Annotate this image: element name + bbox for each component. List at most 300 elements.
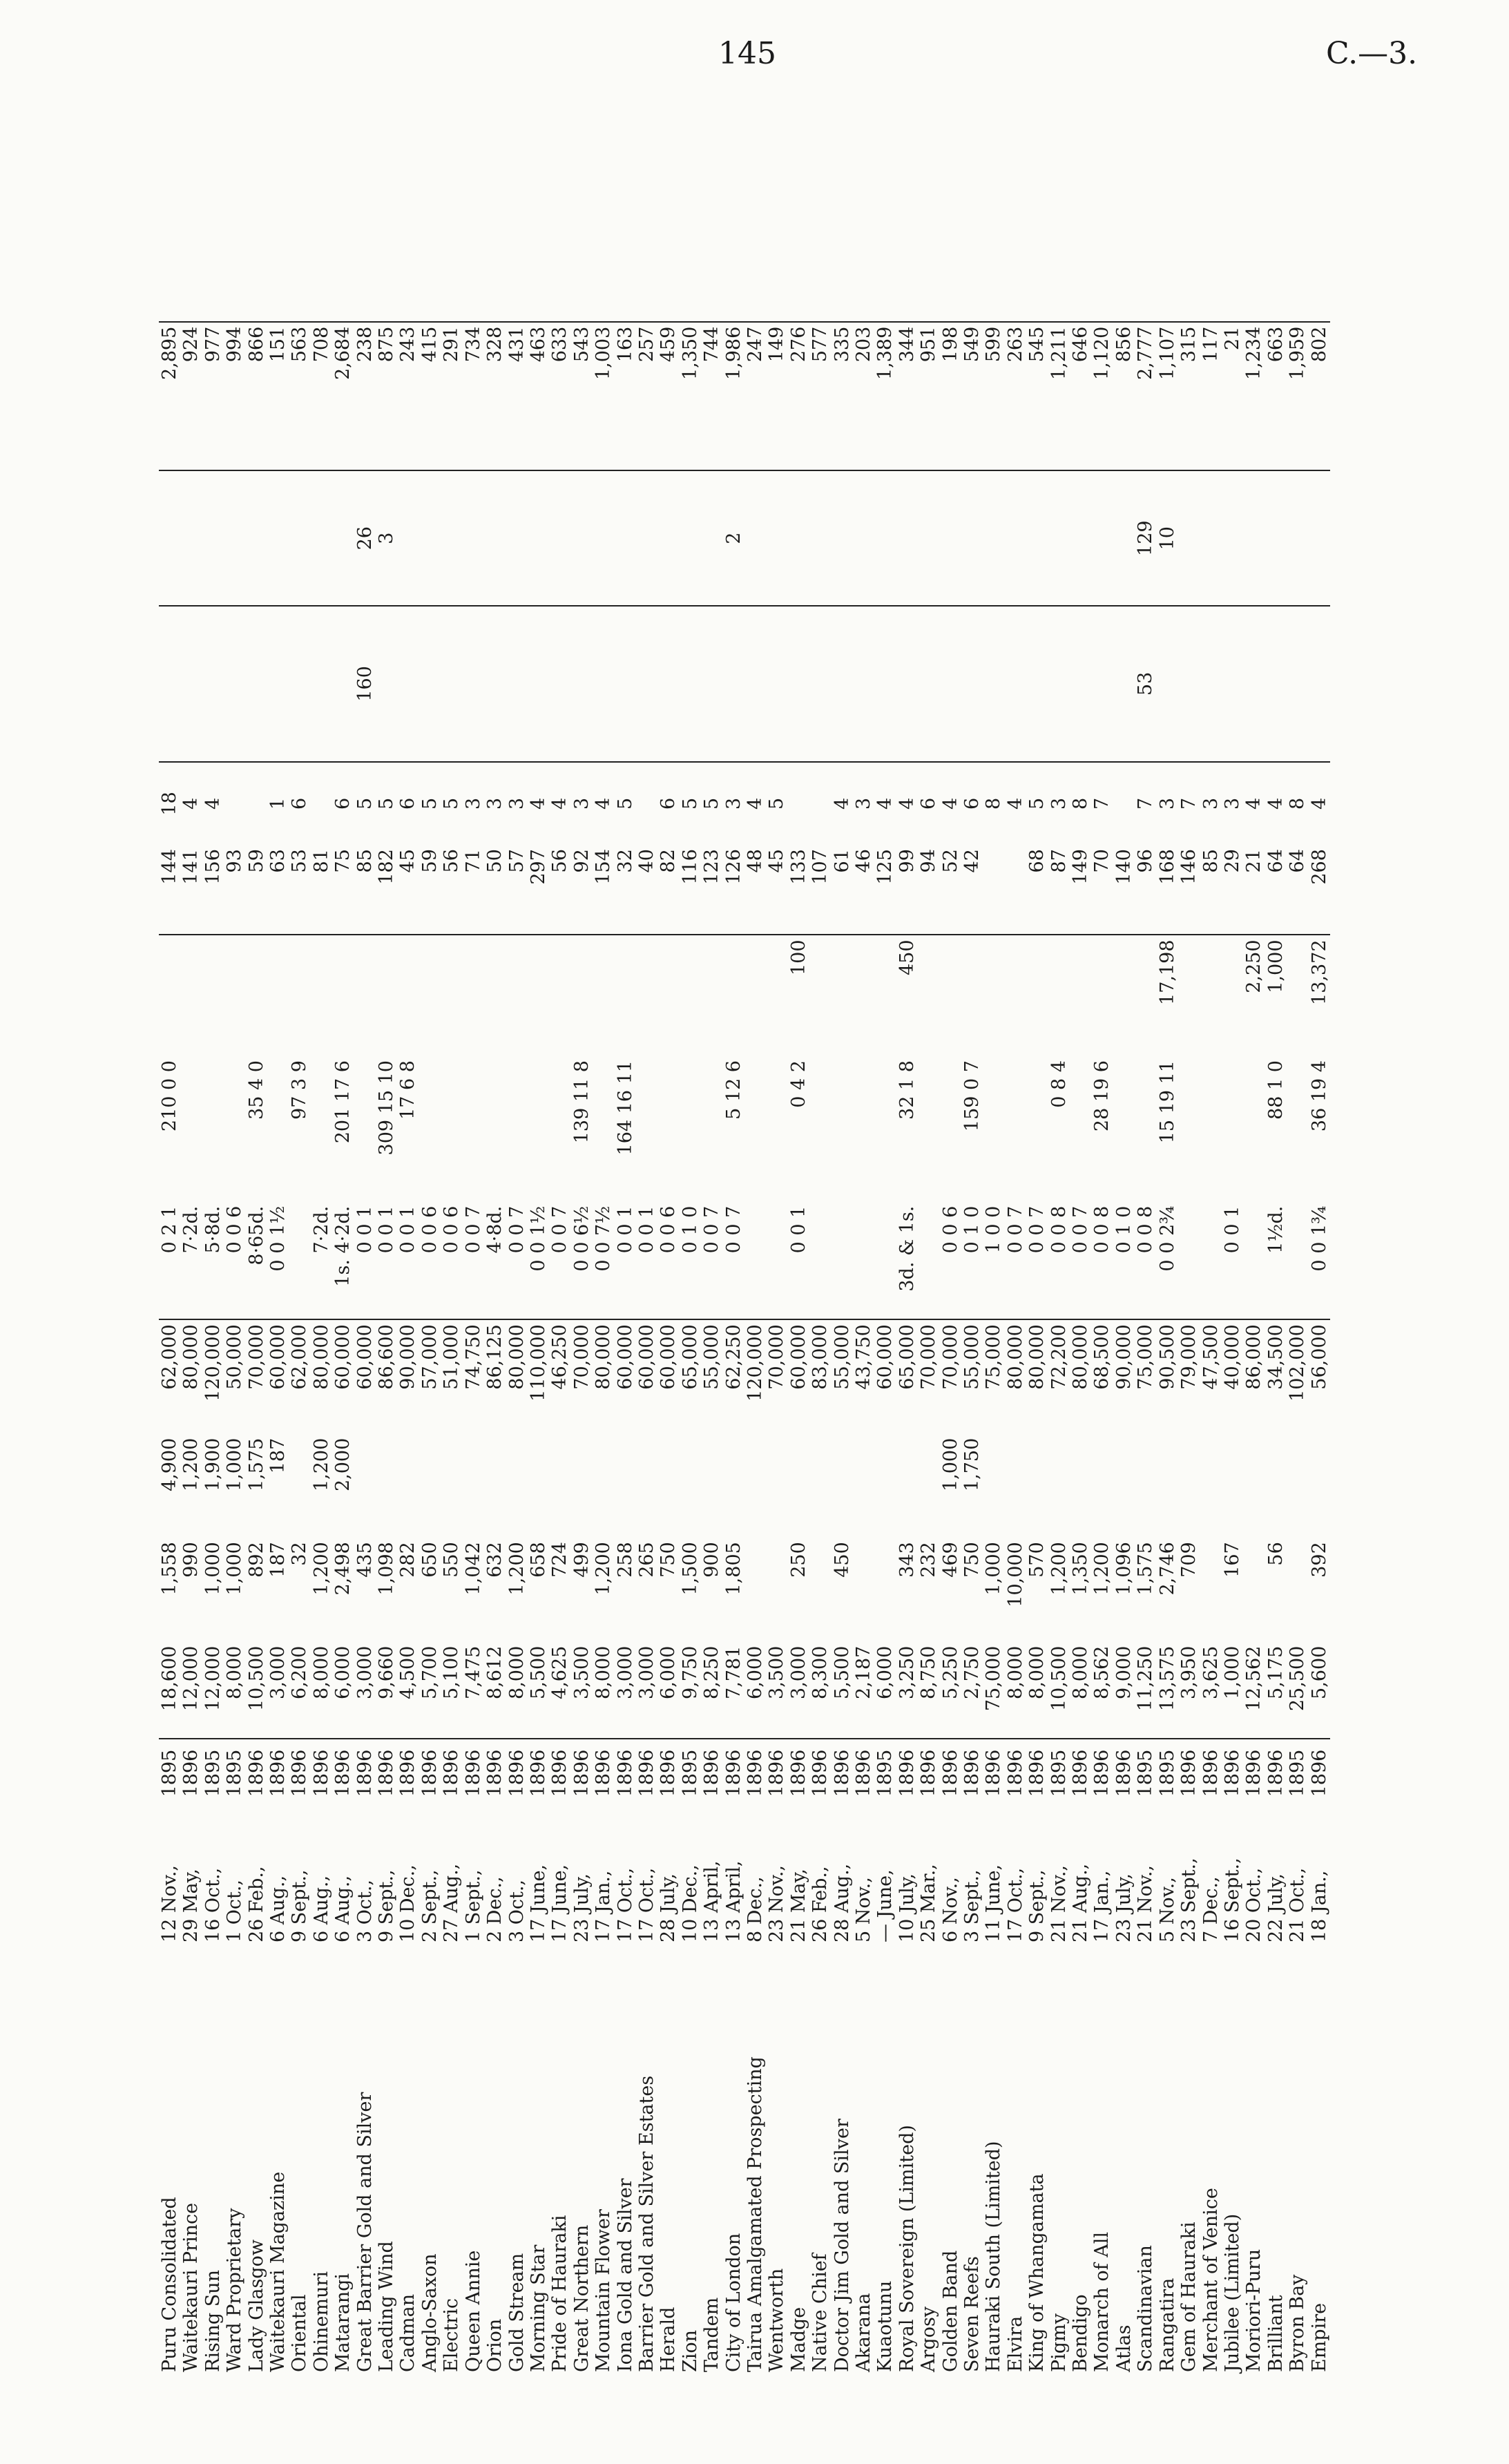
cell-col-1: 10 July, bbox=[896, 1873, 918, 1943]
cell-col-11: 3 bbox=[853, 762, 874, 845]
cell-col-1: 13 April, bbox=[722, 1860, 744, 1943]
cell-col-8: 32 1 8 bbox=[896, 1060, 918, 1120]
cell-col-10: 107 bbox=[809, 849, 832, 885]
cell-col-10: 21 bbox=[1243, 849, 1265, 873]
page-number: 145 bbox=[718, 36, 776, 71]
cell-col-7: 0 0 1 bbox=[354, 1205, 376, 1254]
cell-col-14: 2,684 bbox=[332, 322, 354, 471]
cell-col-12 bbox=[723, 606, 744, 762]
cell-col-11: 5 bbox=[680, 762, 701, 845]
cell-col-1: 11 June, bbox=[983, 1864, 1005, 1943]
cell-col-9 bbox=[571, 935, 593, 1056]
cell-col-14: 257 bbox=[636, 322, 657, 471]
cell-col-13 bbox=[441, 470, 462, 606]
cell-col-11: 6 bbox=[289, 762, 310, 845]
cell-col-6: 60,000 bbox=[874, 1319, 896, 1434]
cell-col-6: 70,000 bbox=[571, 1319, 593, 1434]
cell-col-4: 1,200 bbox=[1048, 1542, 1070, 1596]
cell-col-15 bbox=[1113, 193, 1135, 322]
cell-col-14: 1,986 bbox=[723, 322, 744, 471]
cell-col-5 bbox=[657, 1434, 679, 1538]
cell-col-9 bbox=[593, 935, 614, 1056]
cell-col-4: 632 bbox=[484, 1542, 506, 1578]
table-row bbox=[441, 193, 462, 2376]
cell-col-14: 2,895 bbox=[159, 322, 180, 471]
cell-col-15 bbox=[571, 193, 593, 322]
cell-col-5 bbox=[636, 1434, 657, 1538]
cell-col-3: 8,612 bbox=[484, 1645, 506, 1699]
cell-col-10: 96 bbox=[1135, 849, 1157, 873]
table-row bbox=[961, 193, 983, 2376]
cell-col-14: 866 bbox=[246, 322, 267, 471]
cell-col-14: 744 bbox=[701, 322, 722, 471]
cell-col-5 bbox=[744, 1434, 766, 1538]
cell-col-2: 1896 bbox=[766, 1739, 787, 1801]
cell-col-10: 146 bbox=[1178, 849, 1200, 885]
cell-col-10: 45 bbox=[397, 849, 419, 873]
mining-companies-table bbox=[159, 193, 1374, 2376]
cell-col-3: 6,000 bbox=[332, 1645, 354, 1699]
cell-col-8 bbox=[1243, 1056, 1265, 1202]
cell-col-14: 335 bbox=[832, 322, 853, 471]
cell-col-14: 415 bbox=[419, 322, 441, 471]
cell-col-5 bbox=[593, 1434, 614, 1538]
cell-col-3: 3,000 bbox=[354, 1645, 376, 1699]
cell-col-13 bbox=[224, 470, 245, 606]
cell-col-14: 802 bbox=[1309, 322, 1330, 471]
cell-col-13 bbox=[940, 470, 961, 606]
cell-col-5 bbox=[571, 1434, 593, 1538]
cell-col-2: 1896 bbox=[961, 1739, 983, 1801]
cell-col-12 bbox=[376, 606, 397, 762]
cell-col-14: 276 bbox=[788, 322, 809, 471]
cell-col-8: 97 3 9 bbox=[289, 1060, 311, 1120]
cell-col-7 bbox=[832, 1202, 853, 1320]
cell-col-14: 291 bbox=[441, 322, 462, 471]
cell-col-2: 1896 bbox=[180, 1739, 202, 1801]
cell-col-15 bbox=[918, 193, 939, 322]
cell-col-0: Waitekauri Prince bbox=[180, 2202, 202, 2372]
cell-col-15 bbox=[1135, 193, 1156, 322]
cell-col-13 bbox=[1091, 470, 1113, 606]
cell-col-9 bbox=[202, 935, 224, 1056]
cell-col-1: 23 Nov., bbox=[766, 1865, 788, 1943]
cell-col-5 bbox=[463, 1434, 484, 1538]
cell-col-14: 977 bbox=[202, 322, 224, 471]
cell-col-0: Rising Sun bbox=[202, 2270, 224, 2372]
cell-col-5 bbox=[506, 1434, 528, 1538]
cell-col-15 bbox=[180, 193, 202, 322]
cell-col-8 bbox=[1287, 1056, 1308, 1202]
page-reference: C.—3. bbox=[1326, 36, 1418, 71]
cell-col-0: Electric bbox=[441, 2298, 463, 2372]
cell-col-6: 50,000 bbox=[224, 1319, 245, 1434]
cell-col-15 bbox=[766, 193, 787, 322]
cell-col-6: 34,500 bbox=[1265, 1319, 1287, 1434]
cell-col-10: 46 bbox=[853, 849, 874, 873]
cell-col-15 bbox=[1200, 193, 1222, 322]
cell-col-8 bbox=[940, 1056, 961, 1202]
cell-col-14: 994 bbox=[224, 322, 245, 471]
cell-col-6: 90,000 bbox=[397, 1319, 419, 1434]
cell-col-7: 0 0 7 bbox=[1026, 1205, 1048, 1254]
cell-col-3: 5,700 bbox=[419, 1645, 441, 1699]
cell-col-9 bbox=[1287, 935, 1308, 1056]
cell-col-6: 80,000 bbox=[311, 1319, 332, 1434]
cell-col-6: 80,000 bbox=[180, 1319, 202, 1434]
cell-col-8 bbox=[528, 1056, 549, 1202]
cell-col-4: 1,000 bbox=[224, 1542, 246, 1596]
cell-col-10: 53 bbox=[289, 849, 311, 873]
cell-col-10: 297 bbox=[527, 849, 549, 885]
cell-col-13 bbox=[397, 470, 419, 606]
cell-col-10: 92 bbox=[570, 849, 593, 873]
table-row bbox=[1157, 193, 1178, 2376]
cell-col-2: 1896 bbox=[484, 1739, 506, 1801]
cell-col-6: 83,000 bbox=[809, 1319, 831, 1434]
cell-col-12 bbox=[593, 606, 614, 762]
cell-col-0: Puru Consolidated bbox=[159, 2197, 180, 2372]
cell-col-8 bbox=[506, 1056, 528, 1202]
cell-col-8: 159 0 7 bbox=[961, 1060, 983, 1132]
cell-col-3: 4,625 bbox=[549, 1645, 571, 1699]
cell-col-7: 0 0 7 bbox=[1004, 1205, 1026, 1254]
cell-col-11: 4 bbox=[202, 762, 224, 845]
cell-col-4: 1,000 bbox=[983, 1542, 1005, 1596]
cell-col-10: 71 bbox=[462, 849, 484, 873]
cell-col-12 bbox=[419, 606, 441, 762]
cell-col-12 bbox=[463, 606, 484, 762]
cell-col-10: 63 bbox=[267, 849, 289, 873]
cell-col-15 bbox=[354, 193, 376, 322]
cell-col-3: 6,200 bbox=[289, 1645, 311, 1699]
cell-col-13 bbox=[1200, 470, 1222, 606]
cell-col-7: 0 0 1¾ bbox=[1308, 1205, 1330, 1272]
cell-col-15 bbox=[159, 193, 180, 322]
cell-col-11: 5 bbox=[354, 762, 376, 845]
cell-col-11: 3 bbox=[723, 762, 744, 845]
cell-col-12 bbox=[267, 606, 289, 762]
cell-col-0: Gem of Hauraki bbox=[1178, 2222, 1200, 2372]
cell-col-12 bbox=[506, 606, 528, 762]
cell-col-6: 60,000 bbox=[788, 1319, 809, 1434]
cell-col-2: 1896 bbox=[853, 1739, 874, 1801]
cell-col-10: 42 bbox=[961, 849, 983, 873]
cell-col-10: 82 bbox=[657, 849, 680, 873]
cell-col-6: 55,000 bbox=[701, 1319, 722, 1434]
table-row bbox=[1243, 193, 1265, 2376]
cell-col-4: 343 bbox=[896, 1542, 918, 1578]
cell-col-5 bbox=[701, 1434, 722, 1538]
cell-col-7 bbox=[874, 1202, 896, 1320]
cell-col-8 bbox=[918, 1056, 939, 1202]
cell-col-11 bbox=[788, 762, 809, 845]
cell-col-8 bbox=[874, 1056, 896, 1202]
cell-col-13 bbox=[202, 470, 224, 606]
cell-col-3: 5,175 bbox=[1265, 1645, 1287, 1699]
cell-col-1: 18 Jan., bbox=[1308, 1870, 1330, 1943]
cell-col-4: 750 bbox=[961, 1542, 983, 1578]
cell-col-1: 25 Mar., bbox=[918, 1864, 940, 1943]
cell-col-5 bbox=[680, 1434, 701, 1538]
cell-col-14: 459 bbox=[657, 322, 679, 471]
cell-col-8 bbox=[463, 1056, 484, 1202]
cell-col-10: 85 bbox=[354, 849, 376, 873]
data-table bbox=[159, 193, 1330, 2376]
cell-col-9 bbox=[311, 935, 332, 1056]
cell-col-0: Bendigo bbox=[1070, 2294, 1092, 2372]
cell-col-9 bbox=[289, 935, 310, 1056]
cell-col-14: 117 bbox=[1200, 322, 1222, 471]
cell-col-3: 2,750 bbox=[961, 1645, 983, 1699]
cell-col-5 bbox=[1178, 1434, 1200, 1538]
cell-col-14: 203 bbox=[853, 322, 874, 471]
cell-col-3: 8,000 bbox=[1070, 1645, 1092, 1699]
cell-col-14: 543 bbox=[571, 322, 593, 471]
cell-col-10: 154 bbox=[593, 849, 615, 885]
cell-col-9 bbox=[332, 935, 354, 1056]
cell-col-0: Empire bbox=[1308, 2302, 1330, 2372]
cell-col-12 bbox=[311, 606, 332, 762]
cell-col-14: 563 bbox=[289, 322, 310, 471]
cell-col-3: 75,000 bbox=[983, 1645, 1005, 1712]
cell-col-7 bbox=[1287, 1202, 1308, 1320]
table-row bbox=[419, 193, 441, 2376]
cell-col-10: 61 bbox=[831, 849, 853, 873]
cell-col-11: 3 bbox=[1157, 762, 1178, 845]
cell-col-13 bbox=[1243, 470, 1265, 606]
cell-col-12 bbox=[180, 606, 202, 762]
cell-col-7 bbox=[289, 1202, 310, 1320]
cell-col-9 bbox=[180, 935, 202, 1056]
cell-col-12 bbox=[1091, 606, 1113, 762]
cell-col-6: 86,000 bbox=[1243, 1319, 1265, 1434]
cell-col-2: 1895 bbox=[1048, 1739, 1070, 1801]
cell-col-3: 3,000 bbox=[614, 1645, 636, 1699]
cell-col-4: 1,350 bbox=[1070, 1542, 1092, 1596]
cell-col-3: 18,600 bbox=[159, 1645, 180, 1712]
cell-col-13 bbox=[918, 470, 939, 606]
cell-col-7: 4·8d. bbox=[484, 1205, 506, 1254]
cell-col-4 bbox=[1200, 1538, 1222, 1641]
cell-col-1: 16 Sept., bbox=[1221, 1857, 1243, 1943]
cell-col-6: 86,600 bbox=[376, 1319, 397, 1434]
cell-col-11 bbox=[636, 762, 657, 845]
cell-col-12 bbox=[1157, 606, 1178, 762]
cell-col-10: 268 bbox=[1308, 849, 1330, 885]
cell-col-1: 3 Sept., bbox=[961, 1869, 983, 1943]
cell-col-2: 1896 bbox=[1222, 1739, 1243, 1801]
cell-col-9 bbox=[354, 935, 376, 1056]
cell-col-4 bbox=[874, 1538, 896, 1641]
cell-col-11: 5 bbox=[419, 762, 441, 845]
cell-col-5 bbox=[549, 1434, 570, 1538]
cell-col-1: 6 Nov., bbox=[939, 1877, 961, 1943]
cell-col-7: 0 0 1 bbox=[397, 1205, 419, 1254]
cell-col-8 bbox=[766, 1056, 787, 1202]
cell-col-4: 469 bbox=[939, 1542, 961, 1578]
cell-col-15 bbox=[593, 193, 614, 322]
cell-col-15 bbox=[1178, 193, 1200, 322]
cell-col-14: 924 bbox=[180, 322, 202, 471]
cell-col-2: 1896 bbox=[354, 1739, 376, 1801]
cell-col-0: Matarangi bbox=[332, 2273, 354, 2372]
cell-col-14: 328 bbox=[484, 322, 506, 471]
cell-col-11: 8 bbox=[983, 762, 1004, 845]
cell-col-8 bbox=[441, 1056, 462, 1202]
cell-col-2: 1896 bbox=[701, 1739, 722, 1801]
cell-col-1: 17 Oct., bbox=[635, 1867, 657, 1943]
cell-col-13: 3 bbox=[376, 470, 397, 606]
cell-col-8: 201 17 6 bbox=[332, 1060, 354, 1144]
cell-col-2: 1896 bbox=[1265, 1739, 1287, 1801]
cell-col-4: 187 bbox=[267, 1542, 289, 1578]
cell-col-2: 1896 bbox=[1026, 1739, 1048, 1801]
cell-col-4: 724 bbox=[549, 1542, 571, 1578]
table-row bbox=[484, 193, 506, 2376]
cell-col-10: 149 bbox=[1070, 849, 1092, 885]
cell-col-7: 1½d. bbox=[1265, 1205, 1287, 1254]
cell-col-15 bbox=[809, 193, 831, 322]
cell-col-1: 6 Aug., bbox=[267, 1875, 289, 1943]
cell-col-13 bbox=[1287, 470, 1308, 606]
cell-col-6: 80,000 bbox=[1070, 1319, 1091, 1434]
cell-col-1: 21 May, bbox=[787, 1869, 809, 1943]
cell-col-8 bbox=[1070, 1056, 1091, 1202]
cell-col-10: 56 bbox=[441, 849, 463, 873]
cell-col-7: 7·2d. bbox=[310, 1205, 332, 1254]
cell-col-1: 27 Aug., bbox=[441, 1863, 463, 1943]
cell-col-8: 28 19 6 bbox=[1091, 1060, 1113, 1132]
cell-col-6: 62,000 bbox=[289, 1319, 310, 1434]
cell-col-3: 2,187 bbox=[853, 1645, 874, 1699]
cell-col-11: 4 bbox=[940, 762, 961, 845]
cell-col-6: 110,000 bbox=[528, 1319, 549, 1434]
cell-col-13 bbox=[463, 470, 484, 606]
cell-col-11 bbox=[246, 762, 267, 845]
cell-col-9 bbox=[224, 935, 245, 1056]
cell-col-15 bbox=[549, 193, 570, 322]
cell-col-9 bbox=[1070, 935, 1091, 1056]
cell-col-9 bbox=[267, 935, 289, 1056]
cell-col-1: 1 Sept., bbox=[462, 1869, 484, 1943]
cell-col-7: 0 0 7½ bbox=[593, 1205, 615, 1272]
cell-col-12 bbox=[853, 606, 874, 762]
cell-col-15 bbox=[419, 193, 441, 322]
cell-col-11: 3 bbox=[1222, 762, 1243, 845]
table-row bbox=[940, 193, 961, 2376]
cell-col-10: 56 bbox=[549, 849, 571, 873]
cell-col-15 bbox=[983, 193, 1004, 322]
cell-col-7: 0 1 0 bbox=[1113, 1205, 1135, 1254]
cell-col-11: 7 bbox=[1178, 762, 1200, 845]
cell-col-0: City of London bbox=[722, 2233, 744, 2372]
cell-col-2: 1896 bbox=[593, 1739, 614, 1801]
cell-col-15 bbox=[1157, 193, 1178, 322]
cell-col-2: 1895 bbox=[1135, 1739, 1156, 1801]
cell-col-9 bbox=[397, 935, 419, 1056]
cell-col-15 bbox=[615, 193, 636, 322]
cell-col-5 bbox=[615, 1434, 636, 1538]
cell-col-1: 7 Dec., bbox=[1200, 1876, 1222, 1943]
cell-col-1: 17 June, bbox=[549, 1864, 571, 1943]
cell-col-12: 53 bbox=[1135, 606, 1156, 762]
cell-col-12 bbox=[874, 606, 896, 762]
cell-col-11: 7 bbox=[1091, 762, 1113, 845]
cell-col-0: Pride of Hauraki bbox=[549, 2215, 571, 2372]
cell-col-12 bbox=[1113, 606, 1135, 762]
cell-col-3: 25,500 bbox=[1287, 1645, 1309, 1712]
cell-col-15 bbox=[332, 193, 354, 322]
cell-col-3: 8,750 bbox=[918, 1645, 940, 1699]
cell-col-13 bbox=[593, 470, 614, 606]
cell-col-3: 6,000 bbox=[657, 1645, 680, 1699]
cell-col-13 bbox=[289, 470, 310, 606]
table-row bbox=[983, 193, 1004, 2376]
cell-col-2: 1895 bbox=[1157, 1739, 1178, 1801]
cell-col-4: 570 bbox=[1026, 1542, 1048, 1578]
cell-col-1: 5 Nov., bbox=[1156, 1877, 1178, 1943]
cell-col-6: 72,200 bbox=[1048, 1319, 1070, 1434]
cell-col-1: 9 Sept., bbox=[1026, 1869, 1048, 1943]
cell-col-10: 45 bbox=[766, 849, 788, 873]
cell-col-8 bbox=[549, 1056, 570, 1202]
cell-col-13 bbox=[311, 470, 332, 606]
cell-col-3: 8,250 bbox=[701, 1645, 723, 1699]
cell-col-0: Anglo-Saxon bbox=[419, 2253, 441, 2372]
cell-col-12 bbox=[1200, 606, 1222, 762]
cell-col-5 bbox=[1113, 1434, 1135, 1538]
cell-col-6: 47,500 bbox=[1200, 1319, 1222, 1434]
cell-col-9 bbox=[463, 935, 484, 1056]
cell-col-2: 1896 bbox=[1005, 1739, 1026, 1801]
cell-col-13 bbox=[788, 470, 809, 606]
cell-col-12 bbox=[1222, 606, 1243, 762]
cell-col-12 bbox=[1265, 606, 1287, 762]
cell-col-7: 0 0 1 bbox=[614, 1205, 636, 1254]
cell-col-1: 12 Nov., bbox=[159, 1865, 180, 1943]
cell-col-14: 599 bbox=[983, 322, 1004, 471]
cell-col-4: 2,746 bbox=[1156, 1542, 1178, 1596]
cell-col-10 bbox=[983, 845, 1004, 935]
cell-col-11: 5 bbox=[701, 762, 722, 845]
cell-col-0: Cadman bbox=[397, 2293, 419, 2372]
cell-col-15 bbox=[528, 193, 549, 322]
cell-col-10: 144 bbox=[159, 849, 180, 885]
cell-col-4: 1,200 bbox=[506, 1542, 528, 1596]
cell-col-13 bbox=[853, 470, 874, 606]
table-row bbox=[1113, 193, 1135, 2376]
cell-col-4: 392 bbox=[1308, 1542, 1330, 1578]
cell-col-10: 125 bbox=[874, 849, 896, 885]
cell-col-14: 1,120 bbox=[1091, 322, 1113, 471]
cell-col-11: 5 bbox=[766, 762, 787, 845]
cell-col-7: 0 0 6½ bbox=[570, 1205, 593, 1272]
cell-col-5 bbox=[1243, 1434, 1265, 1538]
cell-col-12 bbox=[484, 606, 506, 762]
cell-col-10: 182 bbox=[376, 849, 398, 885]
cell-col-13 bbox=[983, 470, 1004, 606]
cell-col-2: 1896 bbox=[1070, 1739, 1091, 1801]
cell-col-11: 3 bbox=[571, 762, 593, 845]
cell-col-4: 658 bbox=[527, 1542, 549, 1578]
cell-col-12 bbox=[809, 606, 831, 762]
cell-col-3: 9,000 bbox=[1113, 1645, 1135, 1699]
cell-col-5: 2,000 bbox=[332, 1438, 354, 1492]
cell-col-10: 59 bbox=[245, 849, 267, 873]
cell-col-1: 13 April, bbox=[701, 1860, 723, 1943]
cell-col-0: Elvira bbox=[1004, 2315, 1026, 2372]
